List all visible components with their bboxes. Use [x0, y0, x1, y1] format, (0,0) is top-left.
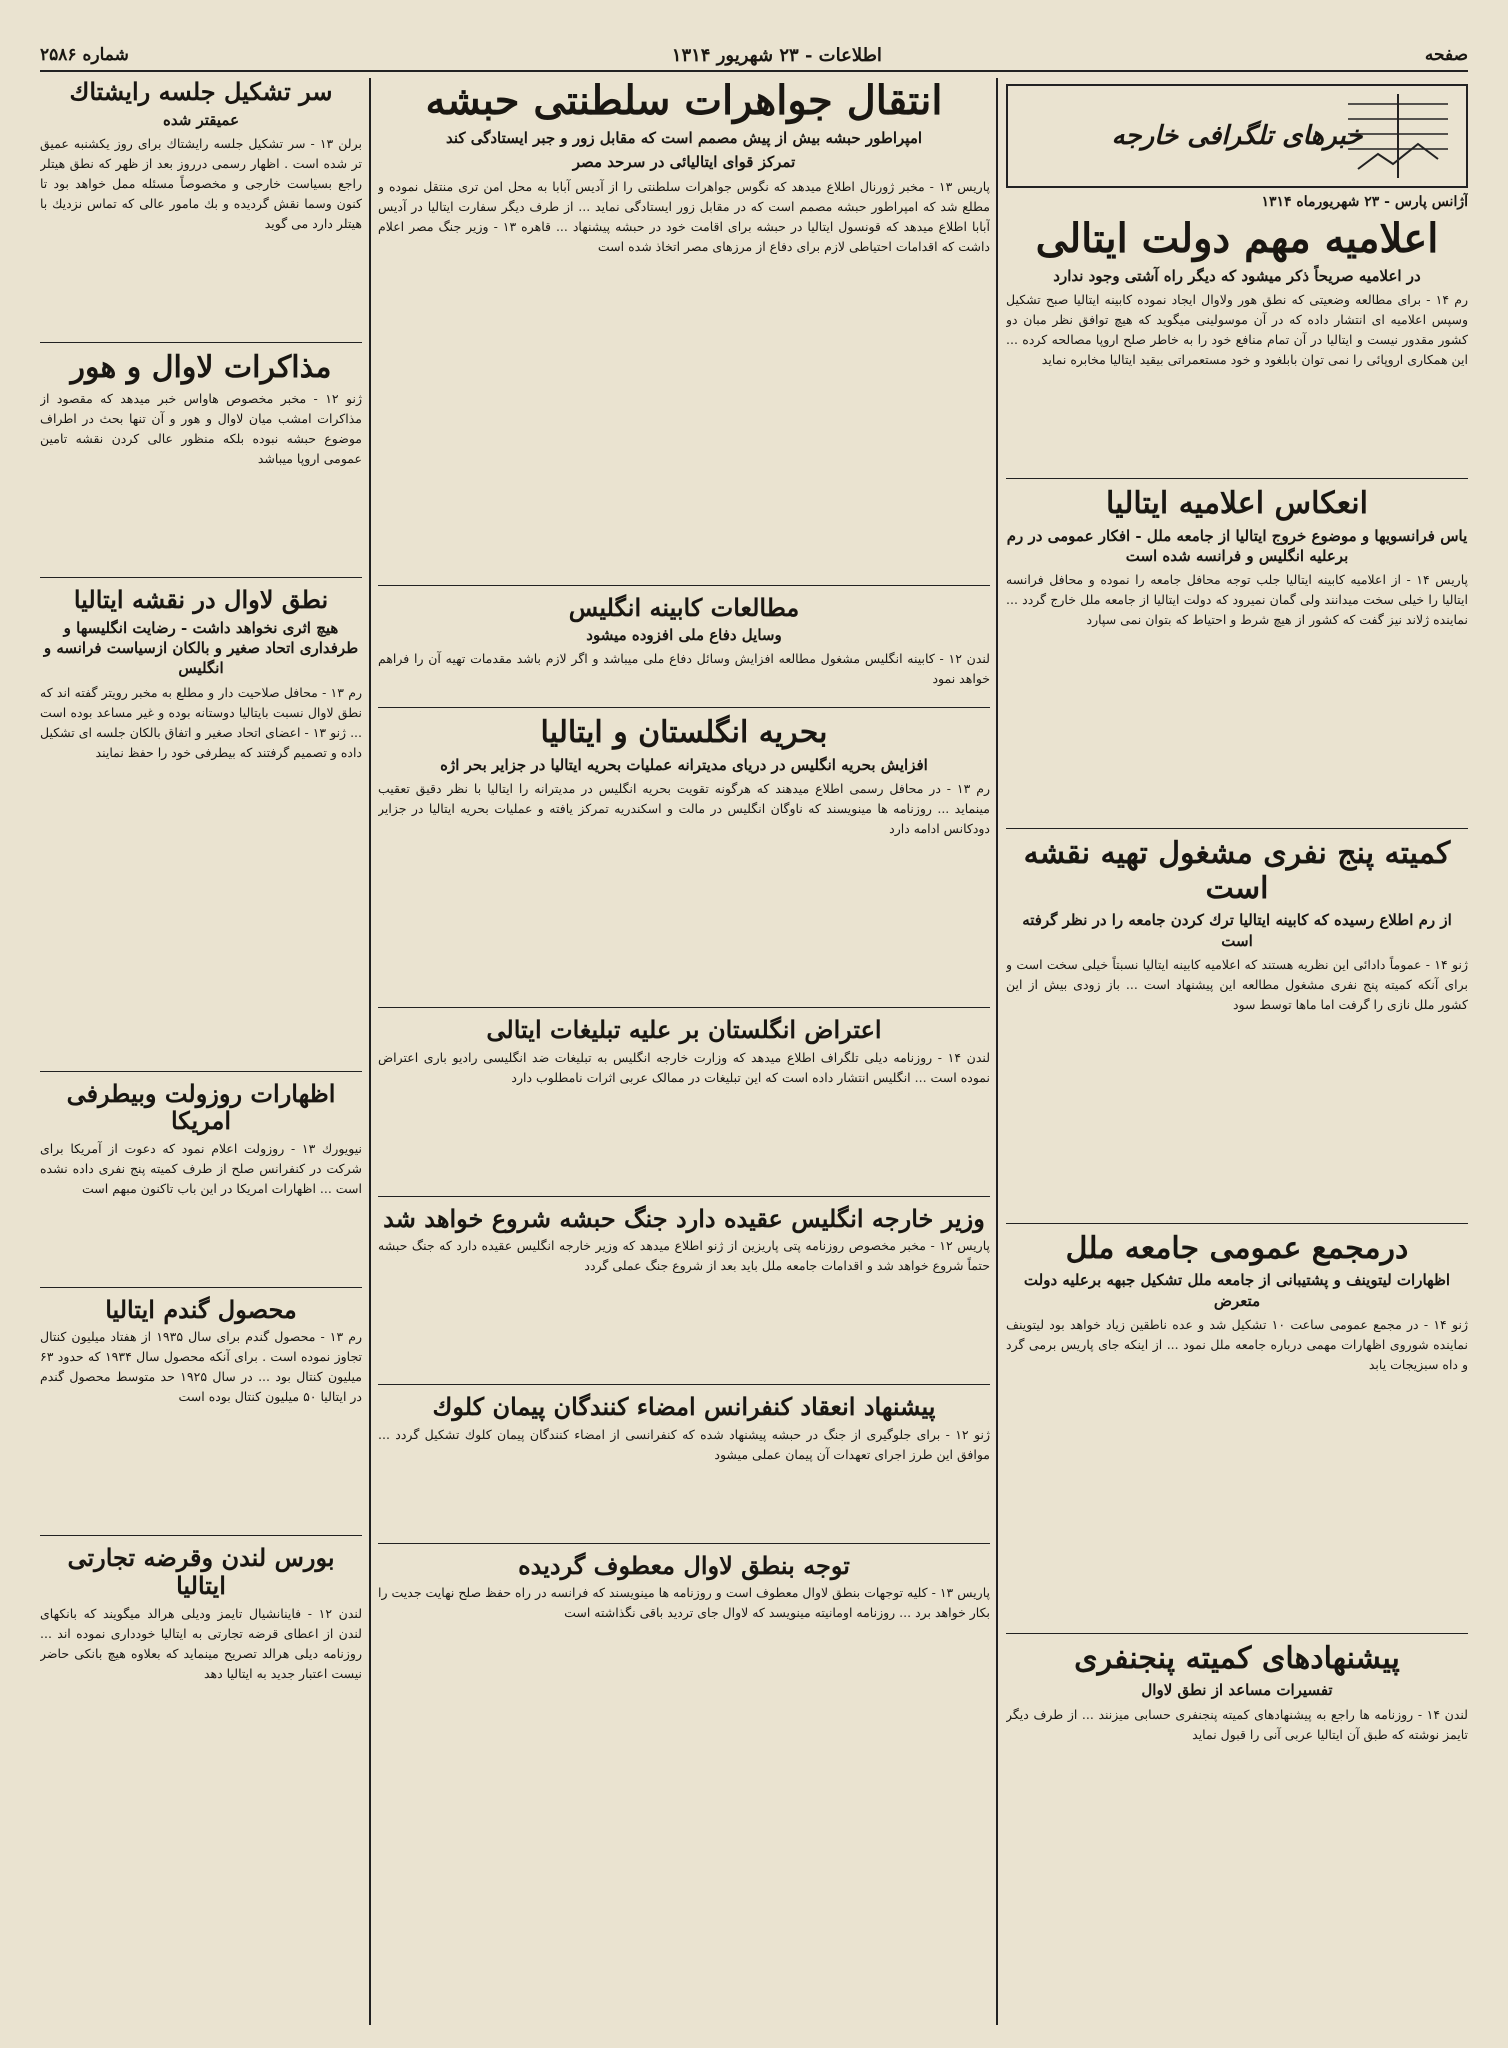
- badge-title: خبرهای تلگرافی خارجه: [1111, 121, 1363, 151]
- headline: انعکاس اعلامیه ایتالیا: [1106, 486, 1368, 522]
- subheadline: هیچ اثری نخواهد داشت - رضایت انگلیسها و طرفداری اتحاد صغیر و بالکان ازسیاست فرانسه و انگلیس: [43, 618, 359, 678]
- article-body: لندن ۱۴ - روزنامه دیلی تلگراف اطلاع میدهد که وزارت خارجه انگلیس به تبلیغات ضد انگلیسی رادیو باری اعتراض نموده است ... انگلیس انتشار داده است که این تبلیغات در ممالک عربی اثرات نامطلوب دارد: [378, 1049, 990, 1085]
- divider: [1006, 1633, 1468, 1634]
- divider: [40, 342, 362, 343]
- divider: [1006, 478, 1468, 479]
- subheadline: امپراطور حبشه بیش از پیش مصمم است که مقابل زور و جبر ایستادگی کند: [445, 129, 923, 147]
- headline: مطالعات کابینه انگلیس: [568, 592, 800, 622]
- headline: اعتراض انگلستان بر علیه تبلیغات ایتالی: [486, 1015, 882, 1045]
- masthead-page: صفحه: [1424, 45, 1468, 65]
- divider: [378, 1007, 990, 1008]
- headline: بورس لندن وقرضه تجارتی ایتالیا: [67, 1543, 335, 1601]
- subheadline: تفسیرات مساعد از نطق لاوال: [1141, 1681, 1333, 1700]
- article-body: ژنو ۱۴ - در مجمع عمومی ساعت ۱۰ تشکیل شد و عده ناطقین زیاد خواهد بود لیتوینف نماینده شوروی اظهارات مهمی درباره جامعه ملل نمود ... از اینکه جای پاریس برمی گرد و داه سبزیجات یابد: [1006, 1316, 1468, 1372]
- newspaper-page: [40, 40, 1468, 2025]
- foreign-news-badge: [1006, 84, 1468, 188]
- divider: [40, 1287, 362, 1288]
- column-left: [40, 78, 362, 2025]
- headline: بحریه انگلستان و ایتالیا: [540, 715, 828, 751]
- article-body: رم ۱۳ - محافل صلاحیت دار و مطلع به مخبر رویتر گفته اند که نطق لاوال نسبت بایتالیا دوستانه بوده و غیر مساعد بوده است ... ژنو ۱۳ - اعضای اتحاد صغیر و اتفاق بالکان جلسه ای تشکیل داده و تصمیم گرفتند که بیطرفی خود را حفظ نمایند: [40, 684, 362, 760]
- divider: [378, 1384, 990, 1385]
- article-body: لندن ۱۲ - فاینانشیال تایمز ودیلی هرالد میگویند که بانکهای لندن از اعطای قرضه تجارتی به ایتالیا خودداری نموده اند ... روزنامه دیلی هرالد تصریح مینماید که بعلاوه هیچ بانکی حاضر نیست اعتبار جدید به ایتالیا دهد: [40, 1605, 362, 1681]
- headline: اعلامیه مهم دولت ایتالی: [1035, 215, 1439, 262]
- headline: مذاکرات لاوال و هور: [70, 349, 332, 385]
- article-body: رم ۱۴ - برای مطالعه وضعیتی که نطق هور ولاوال ایجاد نموده کابینه ایتالیا صبح تشکیل وسپس اعلامیه ای انتشار داده که در آن موسولینی میگوید که هیچ توافق نظر مبان دو کشور مقدور نیست و ایتالیا در آن تمام منافع خود را به خاطر صلح اروپا مصالحه کرده ... این همکاری اروپائی را نمی توان بابلغود و خود مستعمراتی بیقید ایتالیا مخابره نماید: [1006, 292, 1468, 368]
- column-rule: [996, 78, 998, 2025]
- headline: نطق لاوال در نقشه ایتالیا: [73, 585, 329, 615]
- dateline: آژانس پارس - ۲۳ شهریورماه ۱۳۱۴: [1261, 194, 1468, 210]
- subheadline: تمرکز قوای ایتالیائی در سرحد مصر: [572, 153, 796, 172]
- telegraph-icon: [1338, 94, 1458, 178]
- article-body: لندن ۱۴ - روزنامه ها راجع به پیشنهادهای کمیته پنجنفری حسابی میزنند ... از طرف دیگر تایمز نوشته که طبق آن ایتالیا عربی آنی را قبول نماید: [1006, 1706, 1468, 1742]
- headline: اظهارات روزولت وبیطرفی امریکا: [66, 1078, 336, 1136]
- headline: کمیته پنج نفری مشغول تهیه نقشه است: [1023, 836, 1451, 906]
- article-body: پاریس ۱۴ - از اعلامیه کابینه ایتالیا جلب توجه محافل جامعه را نموده و محافل فرانسه ایتالیا را خیلی سخت میدانند ولی گمان نمیرود که دولت ایتالیا از جامعه ملل خارج گردد ... نماینده ژلاند نیز گفت که کشور از هیچ شرط و احتیاط که بتوان نمی سپارد: [1006, 572, 1468, 628]
- article-body: پاریس ۱۳ - کلیه توجهات بنطق لاوال معطوف است و روزنامه ها مینویسند که فرانسه در راه حفظ صلح نهایت جدیت را بکار خواهد برد ... روزنامه اومانیته مینویسد که لاوال جای تردید باقی نگذاشته است: [378, 1585, 990, 1621]
- headline: سر تشکیل جلسه رایشتاك: [69, 78, 333, 106]
- column-right: [1006, 78, 1468, 2025]
- article-body: رم ۱۳ - محصول گندم برای سال ۱۹۳۵ از هفتاد میلیون کنتال تجاوز نموده است . برای آنکه محصول سال ۱۹۳۴ که حدود ۶۳ میلیون کنتال بود ... در سال ۱۹۲۵ حد متوسط محصول گندم در ایتالیا ۵۰ میلیون کنتال بوده است: [40, 1329, 362, 1405]
- subheadline: افزایش بحریه انگلیس در دریای مدیترانه عملیات بحریه ایتالیا در جزایر بحر اژه: [440, 755, 928, 774]
- divider: [1006, 828, 1468, 829]
- column-rule: [369, 78, 371, 2025]
- headline: درمجمع عمومی جامعه ملل: [1065, 1230, 1409, 1266]
- headline: وزیر خارجه انگلیس عقیده دارد جنگ حبشه شروع خواهد شد: [383, 1203, 985, 1233]
- divider: [40, 577, 362, 578]
- headline: پیشنهاد انعقاد کنفرانس امضاء کنندگان پیمان کلوك: [432, 1392, 936, 1422]
- divider: [40, 1071, 362, 1072]
- divider: [378, 1543, 990, 1544]
- divider: [378, 585, 990, 586]
- article-body: پاریس ۱۲ - مخبر مخصوص روزنامه پتی پاریزین از ژنو اطلاع میدهد که وزیر خارجه انگلیس عقیده دارد که جنگ حبشه حتماً شروع خواهد شد و اقدامات جامعه ملل باید بعد از شروع جنگ عملی گردد: [378, 1238, 990, 1274]
- headline: محصول گندم ایتالیا: [105, 1294, 297, 1324]
- divider: [1006, 1223, 1468, 1224]
- article-body: ژنو ۱۲ - برای جلوگیری از جنگ در حبشه پیشنهاد شده که کنفرانسی از امضاء کنندگان پیمان کلوك تشکیل گردد ... موافق این طرز اجرای تعهدات آن پیمان عملی میشود: [378, 1426, 990, 1462]
- subheadline: در اعلامیه صریحاً ذکر میشود که دیگر راه آشتی وجود ندارد: [1053, 267, 1421, 285]
- column-middle: [378, 78, 990, 2025]
- masthead-issue: شماره ۲۵۸۶: [40, 45, 129, 65]
- headline: توجه بنطق لاوال معطوف گردیده: [518, 1550, 850, 1580]
- article-body: لندن ۱۲ - کابینه انگلیس مشغول مطالعه افزایش وسائل دفاع ملی میباشد و اگر لازم باشد مقدمات تهیه آن را فراهم خواهد نمود: [378, 651, 990, 687]
- article-body: برلن ۱۳ - سر تشکیل جلسه رایشتاك برای روز یکشنبه عمیق تر شده است . اظهار رسمی درروز بعد از ظهر که نطق هیتلر راجع بسیاست خارجی و مخصوصاً مسئله ممل خواهد بود تا کنون وسما نقش گردیده و بك مامور عالی که تماس نزدیك با هیتلر دارد می گوید: [40, 135, 362, 231]
- masthead-center: اطلاعات - ۲۳ شهریور ۱۳۱۴: [671, 44, 882, 66]
- subheadline: اظهارات لیتوینف و پشتیبانی از جامعه ملل تشکیل جبهه برعلیه دولت متعرض: [1023, 1271, 1451, 1310]
- divider: [378, 1196, 990, 1197]
- divider: [378, 707, 990, 708]
- subheadline: عمیقتر شده: [162, 110, 240, 129]
- subheadline: یاس فرانسویها و موضوع خروج ایتالیا از جامعه ملل - افکار عمومی در رم برعلیه انگلیس و فرانسه شده است: [1006, 526, 1468, 565]
- article-body: نیویورك ۱۳ - روزولت اعلام نمود که دعوت از آمریکا برای شرکت در کنفرانس صلح از طرف کمیته پنج نفری داده نشده است ... اظهارات امریکا در این باب تاکنون مبهم است: [40, 1140, 362, 1196]
- article-body: ژنو ۱۴ - عموماً دادائی این نظریه هستند که اعلامیه کابینه ایتالیا نسبتاً خیلی سخت است و برای آنکه کمیته پنج نفری مشغول مطالعه این پیشنهاد است ... باز زودی بیش از این کشور ملل نازی را گرفت اما ماها توسط سود: [1006, 956, 1468, 1012]
- headline: انتقال جواهرات سلطنتی حبشه: [425, 78, 943, 124]
- divider: [40, 1535, 362, 1536]
- article-body: پاریس ۱۳ - مخبر ژورنال اطلاع میدهد که نگوس جواهرات سلطنتی را از آدیس آبابا به محل امن تری منتقل نموده و مطلع شد که امپراطور حبشه مصمم است که در مقابل زور ایستادگی نماید ... از طرف دیگر سفارت ایتالیا در آدیس آبابا اطلاع میدهد که قونسول ایتالیا در حبشه برای اقامت خود در حبشه پیشنهاد ... قاهره ۱۳ - وزیر جنگ مصر اعلام داشت که اقدامات احتیاطی لازم برای دفاع از مرزهای مصر اتخاذ شده است: [378, 178, 990, 254]
- subheadline: از رم اطلاع رسیده که کابینه ایتالیا ترك کردن جامعه را در نظر گرفته است: [1022, 911, 1452, 950]
- article-body: ژنو ۱۲ - مخبر مخصوص هاواس خبر میدهد که مقصود از مذاکرات امشب میان لاوال و هور و آن تنها بحث در اطراف موضوع حبشه نبوده بلکه منظور عالی کردن نقشه تامین عمومی اروپا میباشد: [40, 391, 362, 467]
- headline: پیشنهادهای کمیته پنجنفری: [1074, 1640, 1400, 1676]
- subheadline: وسایل دفاع ملی افزوده میشود: [586, 626, 782, 645]
- article-body: رم ۱۳ - در محافل رسمی اطلاع میدهند که هرگونه تقویت بحریه انگلیس در مدیترانه را ایتالیا با نظر دقیق تعقیب مینماید ... روزنامه ها مینویسند که ناوگان انگلیس در مالت و اسکندریه تمرکز یافته و عملیات بحریه ایتالیا در جزایر دودکانس ادامه دارد: [378, 781, 990, 837]
- masthead: [40, 40, 1468, 72]
